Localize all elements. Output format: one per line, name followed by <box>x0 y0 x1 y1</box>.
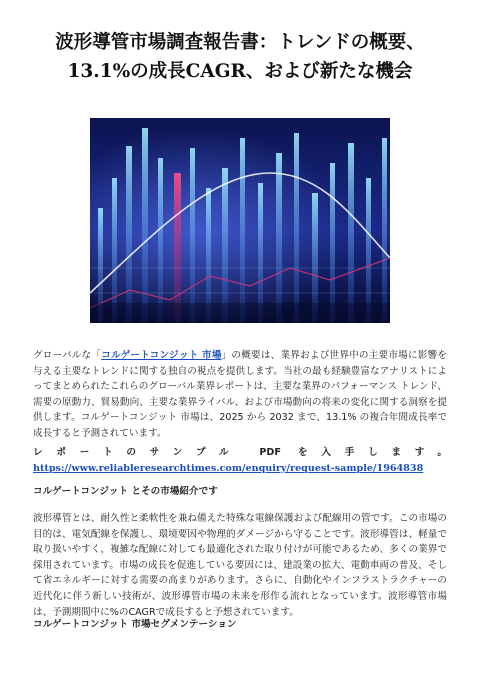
hero-image <box>90 118 390 323</box>
hero-chart-graphic <box>90 118 390 323</box>
title-line-2: 13.1%の成長CAGR、および新たな機会 <box>67 61 413 82</box>
intro-paragraph <box>33 348 447 442</box>
title-line-1: 波形導管市場調査報告書：トレンドの概要、 <box>55 32 425 53</box>
sample-label: レポートのサンプル PDF を入手します。 <box>33 447 447 458</box>
page-title <box>20 28 460 86</box>
section-heading-intro: コルゲートコンジット とその市場紹介です <box>33 486 218 497</box>
sample-request-link[interactable]: https://www.reliableresearchtimes.com/enquiry/request-sample/1964838 <box>33 462 424 474</box>
section-heading-segmentation: コルゲートコンジット 市場セグメンテーション <box>33 619 237 630</box>
market-link[interactable]: コルゲートコンジット 市場 <box>101 350 222 361</box>
intro-prefix: グローバルな「 <box>33 350 102 361</box>
intro-suffix: 」の概要は、業界および世界中の主要市場に影響を与える主要なトレンドに関する独自の視点を提供します。当社の最も経験豊富なアナリストによってまとめられたこれらのグローバル業界レポートは、主要な業界のパフォーマンス トレンド、需要の原動力、貿易動向、主要な業界ライバル、および市場動向の将来の変化に関する洞察を提供します。コルゲートコンジット 市場は、2025 から 2032 まで、13.1% の複合年間成長率で成長すると予測されています。 <box>33 350 447 439</box>
sample-request-paragraph <box>33 445 447 476</box>
section-intro-body: 波形導管とは、耐久性と柔軟性を兼ね備えた特殊な電線保護および配線用の管です。この市場の目的は、電気配線を保護し、環境要因や物理的ダメージから守ることです。波形導管は、軽量で取り扱いやすく、複雑な配線に対しても最適化された取り付けが可能であるため、多くの業界で採用されています。市場の成長を促進している要因には、建設業の拡大、電動車両の普及、そして省エネルギーに対する需要の高まりがあります。さらに、自動化やインフラストラクチャーの近代化に伴う新しい技術が、波形導管市場の未来を形作る流れとなっています。波形導管市場は、予測期間中に%のCAGRで成長すると予想されています。 <box>33 513 447 618</box>
